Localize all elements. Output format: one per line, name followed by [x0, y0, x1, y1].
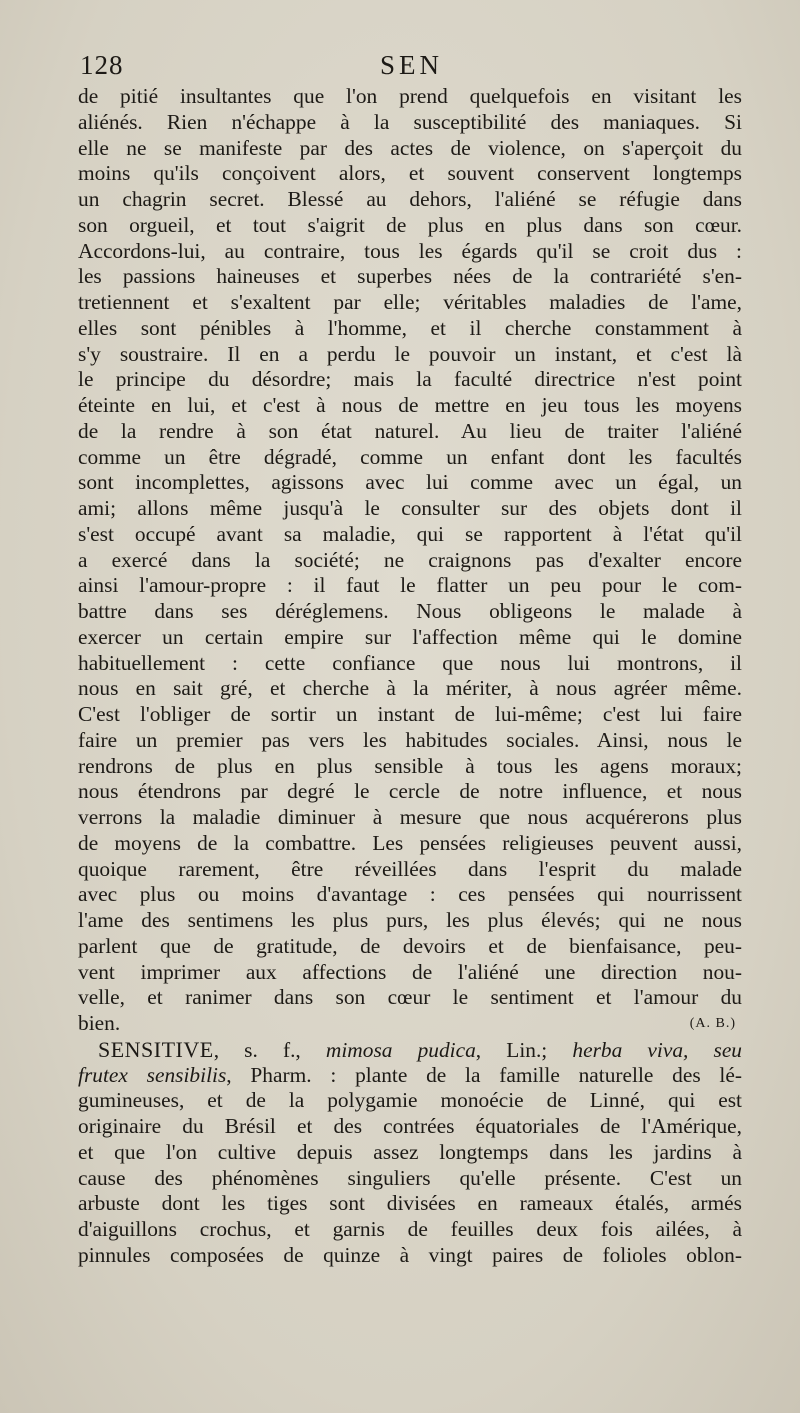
text-line: originaire du Brésil et des contrées équatoriales de l'Amérique, — [78, 1114, 742, 1138]
text-line: elles sont pénibles à l'homme, et il cherche constamment à — [78, 315, 742, 340]
text-line: s'y soustraire. Il en a perdu le pouvoir un instant, et c'est là — [78, 341, 742, 366]
text-line: de moyens de la combattre. Les pensées religieuses peuvent aussi, — [78, 830, 742, 855]
text-line: de la rendre à son état naturel. Au lieu de traiter l'aliéné — [78, 418, 742, 443]
text-line: battre dans ses déréglemens. Nous obligeons le malade à — [78, 599, 742, 623]
text-line: ainsi l'amour-propre : il faut le flatter un peu pour le com- — [78, 573, 742, 598]
text-line: nous étendrons par degré le cercle de notre influence, et nous — [78, 779, 742, 804]
text-line: moins qu'ils conçoivent alors, et souvent conservent longtemps — [78, 161, 742, 186]
text-line: habituellement : cette confiance que nous lui montrons, il — [78, 650, 742, 675]
latin-seu: , seu — [683, 1037, 742, 1062]
text-line: tretiennent et s'exaltent par elle; véritables maladies de l'ame, — [78, 290, 742, 314]
text-line: avec plus ou moins d'avantage : ces pensées qui nourrissent — [78, 882, 742, 907]
text-line: parlent que de gratitude, de devoirs et de bienfaisance, peu- — [78, 933, 742, 958]
text-line: les passions haineuses et superbes nées de la contrariété s'en- — [78, 264, 742, 289]
text-line: rendrons de plus en plus sensible à tous les agens moraux; — [78, 753, 742, 778]
text-line: pinnules composées de quinze à vingt paires de folioles oblon- — [78, 1242, 742, 1267]
page-number: 128 — [80, 50, 124, 80]
text-line: sont incomplettes, agissons avec lui comme avec un égal, un — [78, 470, 742, 495]
text-line: éteinte en lui, et c'est à nous de mettre en jeu tous les moyens — [78, 393, 742, 417]
text-line: et que l'on cultive depuis assez longtemps dans les jardins à — [78, 1139, 742, 1164]
page-header — [80, 50, 750, 84]
text-line: cause des phénomènes singuliers qu'elle présente. C'est un — [78, 1165, 742, 1190]
text-line: elle ne se manifeste par des actes de violence, on s'aperçoit du — [78, 135, 742, 160]
latin-synonym: herba viva — [572, 1037, 684, 1062]
text-line — [78, 1063, 742, 1089]
text-line: s'est occupé avant sa maladie, qui se rapportent à l'état qu'il — [78, 521, 742, 546]
text-line: faire un premier pas vers les habitudes sociales. Ainsi, nous le — [78, 727, 742, 752]
entry-heading-line — [78, 1037, 742, 1063]
closing-text: bien. — [78, 1011, 121, 1035]
text-line: d'aiguillons crochus, et garnis de feuilles deux fois ailées, à — [78, 1217, 742, 1241]
latin-name: mimosa pudica — [325, 1037, 476, 1062]
entry-pos: , s. f., — [213, 1037, 326, 1062]
text-line: de pitié insultantes que l'on prend quelquefois en visitant les — [78, 84, 742, 108]
entry-sensitive — [78, 1037, 742, 1269]
entry-line2-rest: , Pharm. : plante de la famille naturelle des lé- — [226, 1062, 742, 1087]
body-text — [78, 84, 742, 1269]
entry-lin: , Lin.; — [475, 1037, 573, 1062]
text-line: ami; allons même jusqu'à le consulter sur des objets dont il — [78, 496, 742, 520]
text-line: aliénés. Rien n'échappe à la susceptibilité des maniaques. Si — [78, 109, 742, 134]
text-line: C'est l'obliger de sortir un instant de lui-même; c'est lui faire — [78, 702, 742, 726]
text-line: son orgueil, et tout s'aigrit de plus en plus dans son cœur. — [78, 212, 742, 237]
closing-line — [78, 1011, 742, 1037]
text-line: exercer un certain empire sur l'affection même qui le domine — [78, 624, 742, 649]
text-line: l'ame des sentimens les plus purs, les plus élevés; qui ne nous — [78, 908, 742, 932]
text-line: gumineuses, et de la polygamie monoécie de Linné, qui est — [78, 1088, 742, 1113]
text-line: le principe du désordre; mais la faculté directrice n'est point — [78, 367, 742, 392]
entry-headword: SENSITIVE — [98, 1036, 214, 1062]
text-line: velle, et ranimer dans son cœur le sentiment et l'amour du — [78, 985, 742, 1010]
paragraph-alienes — [78, 84, 742, 1037]
text-line: verrons la maladie diminuer à mesure que nous acquérerons plus — [78, 805, 742, 829]
text-line: quoique rarement, être réveillées dans l'esprit du malade — [78, 856, 742, 881]
text-line: arbuste dont les tiges sont divisées en rameaux étalés, armés — [78, 1191, 742, 1216]
running-head: SEN — [380, 50, 444, 80]
text-line: vent imprimer aux affections de l'aliéné une direction nou- — [78, 959, 742, 984]
text-line: a exercé dans la société; ne craignons pas d'exalter encore — [78, 547, 742, 572]
latin-pharm-name: frutex sensibilis — [78, 1062, 227, 1087]
text-line: Accordons-lui, au contraire, tous les égards qu'il se croit dus : — [78, 238, 742, 263]
text-line: comme un être dégradé, comme un enfant dont les facultés — [78, 444, 742, 469]
text-line: nous en sait gré, et cherche à la mériter, à nous agréer même. — [78, 676, 742, 701]
text-line: un chagrin secret. Blessé au dehors, l'aliéné se réfugie dans — [78, 187, 742, 211]
author-signature: (A. B.) — [689, 1016, 736, 1031]
